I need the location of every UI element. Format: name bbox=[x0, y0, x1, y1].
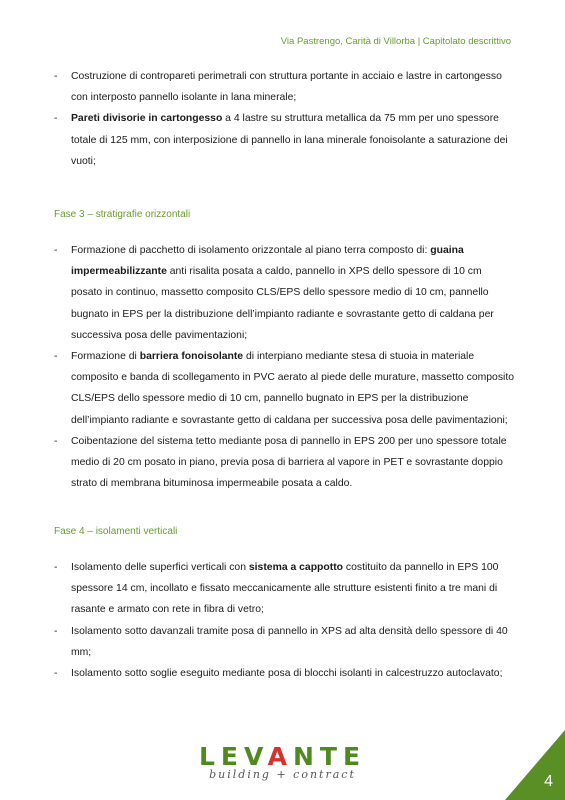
list-item: - Isolamento delle superfici verticali con sistema a cappotto costituito da pannello in EPS 100 spessore 14 cm, incollato e fissato meccanicamente alle strutture esistenti finito a tre mani di rasante e armato con rete in fibra di vetro; bbox=[54, 557, 514, 621]
bullet: - bbox=[54, 625, 58, 637]
list-item: - Coibentazione del sistema tetto mediante posa di pannello in EPS 200 per uno spessore totale medio di 20 cm posato in piano, previa posa di barriera al vapore in PET e sovrastante doppio strato di membrana bituminosa impermeabile posata a caldo. bbox=[54, 431, 514, 495]
logo-tagline: building + contract bbox=[209, 768, 356, 781]
intro-list bbox=[54, 66, 514, 172]
page-number: 4 bbox=[544, 773, 553, 790]
logo-wordmark: LEVANTE bbox=[198, 742, 367, 771]
levante-logo bbox=[0, 742, 565, 781]
section-heading-fase3: Fase 3 – stratigrafie orizzontali bbox=[54, 209, 191, 220]
bullet: - bbox=[54, 71, 58, 82]
bullet: - bbox=[54, 435, 58, 447]
list-item: - Formazione di pacchetto di isolamento orizzontale al piano terra composto di: guaina impermeabilizzante anti risalita posata a caldo, pannello in XPS dello spessore di 10 cm posato in continuo, massetto composito CLS/EPS dello spessore medio di 10 cm, pannello bugnato in EPS per la distribuzione dell’impianto radiante e sovrastante getto di caldana per successiva posa delle pavimentazioni; bbox=[54, 240, 514, 346]
fase3-list bbox=[54, 240, 514, 494]
fase4-list bbox=[54, 557, 514, 684]
page-corner-triangle bbox=[505, 730, 565, 800]
bullet: - bbox=[54, 351, 58, 363]
list-item: - Formazione di barriera fonoisolante di interpiano mediante stesa di stuoia in materiale composito e banda di scollegamento in PVC aerato al piede delle murature, massetto composito CLS/EPS dello spessore medio di 10 cm, pannello bugnato in EPS per la distribuzione dell’impianto radiante e sovrastante getto di caldana per successiva posa delle pavimentazioni; bbox=[54, 346, 514, 431]
list-item: - Costruzione di contropareti perimetrali con struttura portante in acciaio e lastre in cartongesso con interposto pannello isolante in lana minerale; bbox=[54, 66, 514, 108]
bullet: - bbox=[54, 245, 58, 256]
bullet: - bbox=[54, 562, 58, 573]
list-item: - Isolamento sotto davanzali tramite posa di pannello in XPS ad alta densità dello spessore di 40 mm; bbox=[54, 621, 514, 663]
bullet: - bbox=[54, 668, 58, 680]
document-header: Via Pastrengo, Carità di Villorba | Capitolato descrittivo bbox=[280, 36, 511, 47]
list-item: - Pareti divisorie in cartongesso a 4 lastre su struttura metallica da 75 mm per uno spessore totale di 125 mm, con interposizione di pannello in lana minerale fonoisolante a saturazione dei vuoti; bbox=[54, 108, 514, 172]
bullet: - bbox=[54, 113, 58, 125]
list-item: - Isolamento sotto soglie eseguito mediante posa di blocchi isolanti in calcestruzzo autoclavato; bbox=[54, 663, 514, 684]
section-heading-fase4: Fase 4 – isolamenti verticali bbox=[54, 526, 178, 537]
